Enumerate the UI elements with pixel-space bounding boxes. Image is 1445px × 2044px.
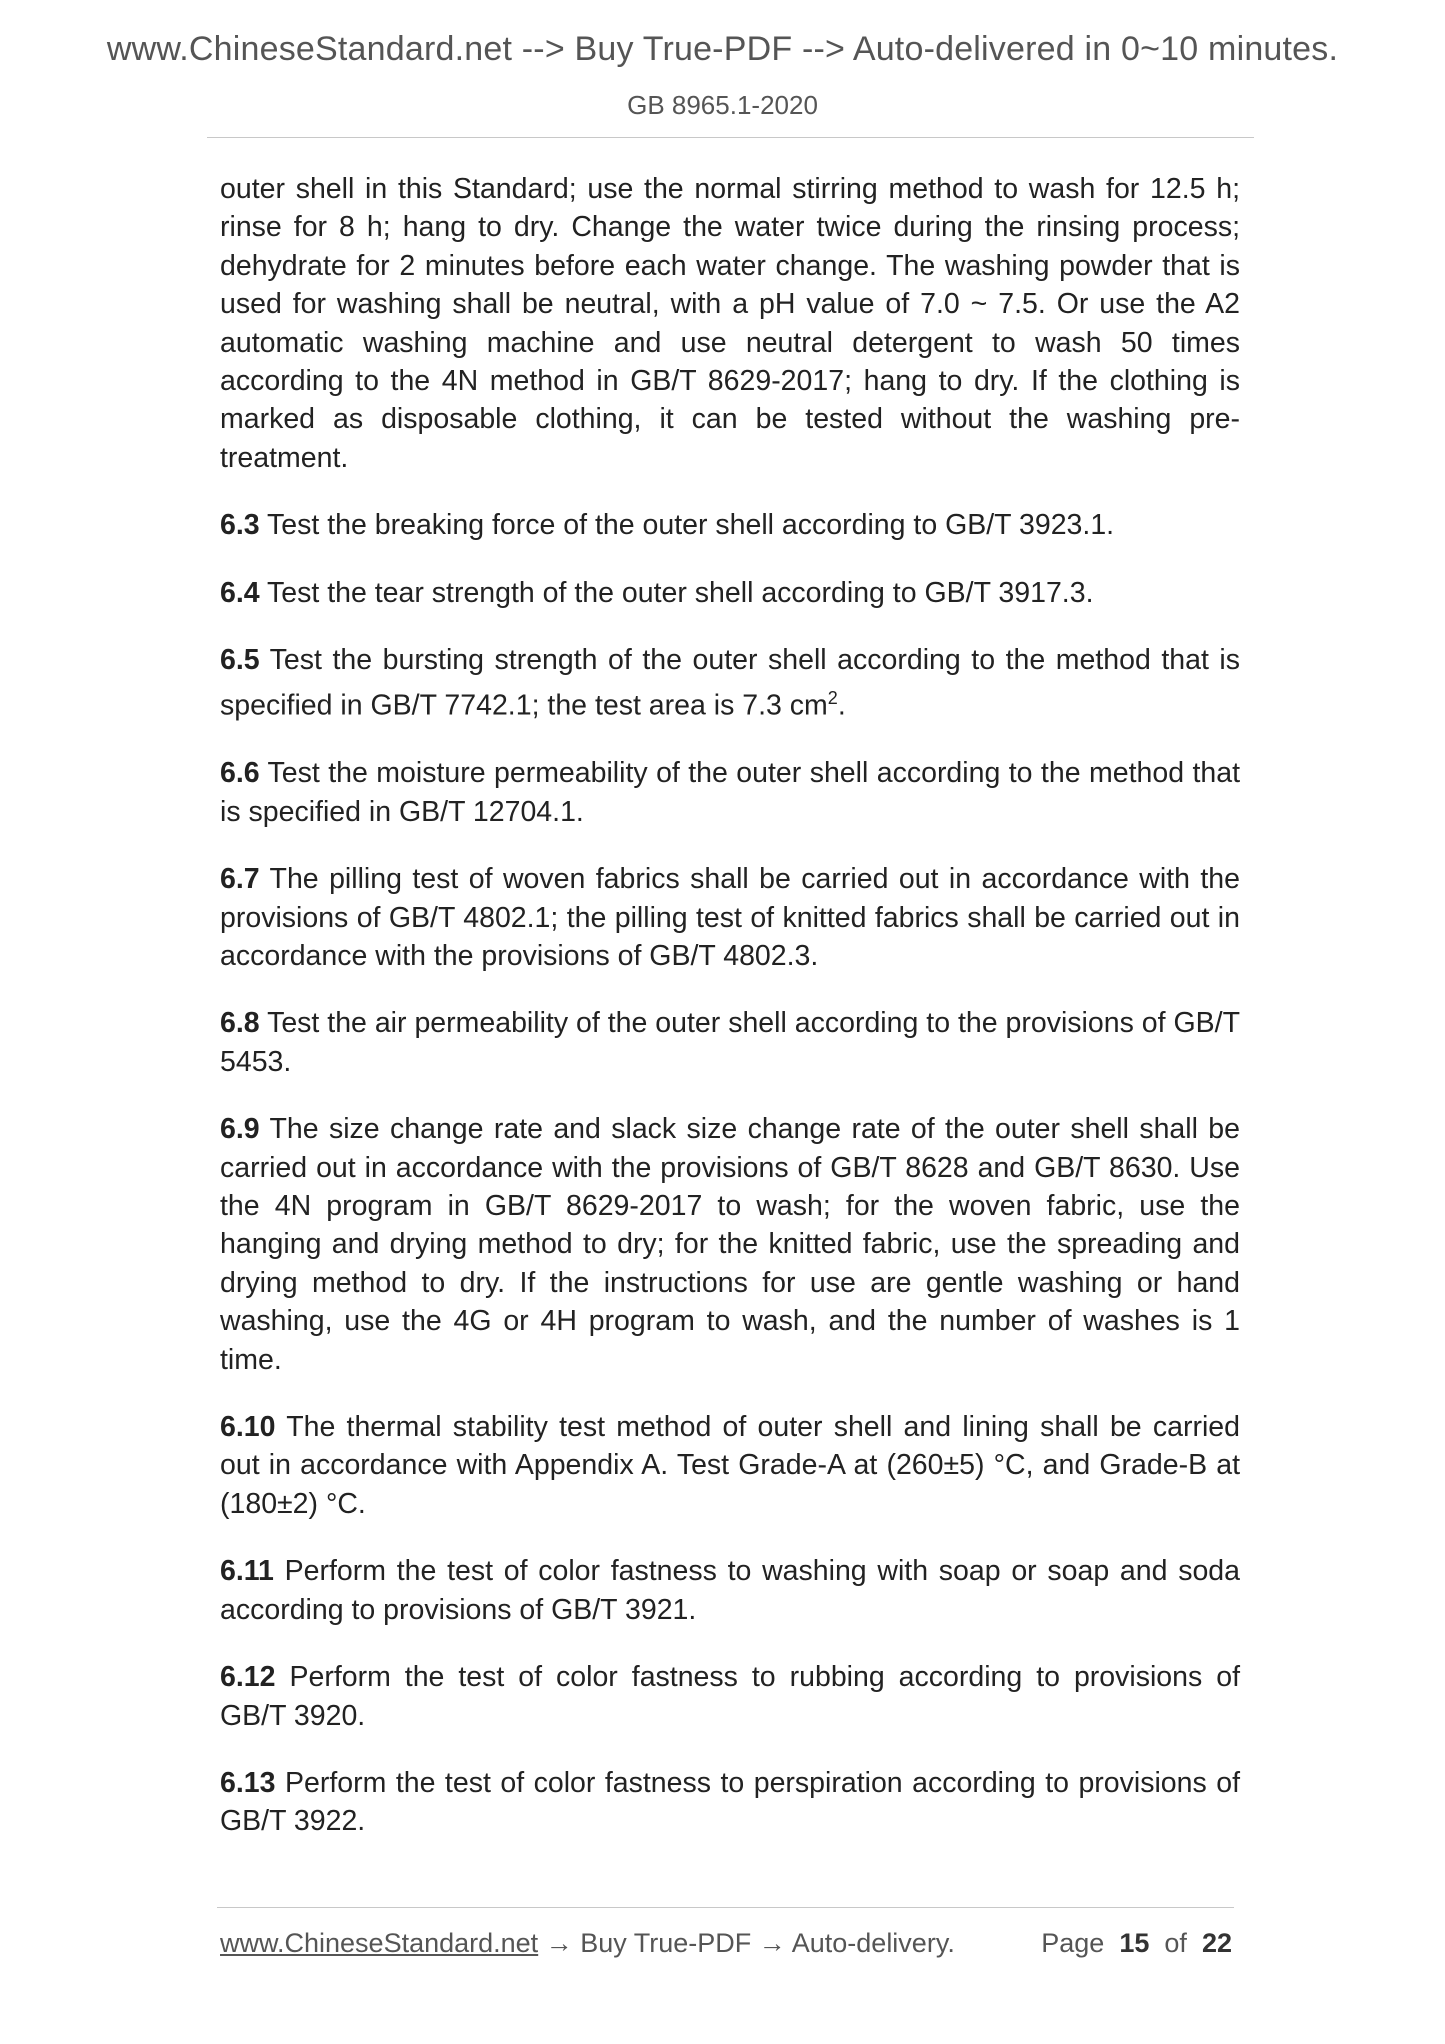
document-body (220, 170, 1240, 1870)
clause-text: Perform the test of color fastness to washing with soap or soap and soda according to provisions of GB/T 3921. (220, 1555, 1240, 1626)
clause-number: 6.7 (220, 863, 260, 896)
clause-number: 6.6 (220, 757, 260, 790)
clause-6-11 (220, 1552, 1240, 1629)
footer-divider (217, 1907, 1234, 1908)
page-label: Page (1041, 1928, 1105, 1958)
clause-number: 6.8 (220, 1007, 260, 1040)
clause-number: 6.3 (220, 509, 260, 542)
footer-left (220, 1928, 955, 1959)
clause-6-10 (220, 1408, 1240, 1523)
clause-number: 6.13 (220, 1766, 276, 1799)
clause-6-13 (220, 1764, 1240, 1841)
clause-tail: . (837, 689, 846, 722)
clause-6-3 (220, 506, 1240, 544)
clause-text: Test the air permeability of the outer shell according to the provisions of GB/T 5453. (220, 1007, 1240, 1078)
clause-number: 6.9 (220, 1113, 260, 1146)
footer-tagline: → Buy True-PDF → Auto-delivery. (538, 1928, 955, 1958)
site-link[interactable]: www.ChineseStandard.net (220, 1928, 539, 1958)
clause-text: Perform the test of color fastness to rubbing according to provisions of GB/T 3920. (220, 1661, 1241, 1732)
page-number: 15 (1119, 1928, 1150, 1958)
clause-text: Test the tear strength of the outer shell according to GB/T 3917.3. (267, 576, 1094, 609)
clause-6-4 (220, 574, 1240, 612)
clause-text: The thermal stability test method of outer shell and lining shall be carried out in accordance with Appendix A. Test Grade-A at (260±5) °C, and Grade-B at (180±2) °C. (220, 1411, 1240, 1520)
clause-6-6 (220, 754, 1240, 831)
clause-6-7 (220, 860, 1240, 975)
page-footer (220, 1920, 1232, 1960)
clause-text: Test the breaking force of the outer shell according to GB/T 3923.1. (267, 509, 1115, 542)
clause-text: The size change rate and slack size change rate of the outer shell shall be carried out in accordance with the provisions of GB/T 8628 and GB/T 8630. Use the 4N program in GB/T 8629-2017 to wash; for the woven fabric, use the hanging and drying method to dry; for the knitted fabric, use the spreading and drying method to dry. If the instructions for use are gentle washing or hand washing, use the 4G or 4H program to wash, and the number of washes is 1 time. (220, 1113, 1241, 1376)
clause-6-12 (220, 1658, 1240, 1735)
intro-paragraph: outer shell in this Standard; use the normal stirring method to wash for 12.5 h; rinse for 8 h; hang to dry. Change the water twice during the rinsing process; dehydrate for 2 minutes before each water change. The washing powder that is used for washing shall be neutral, with a pH value of 7.0 ~ 7.5. Or use the A2 automatic washing machine and use neutral detergent to wash 50 times according to the 4N method in GB/T 8629-2017; hang to dry. If the clothing is marked as disposable clothing, it can be tested without the washing pre-treatment. (220, 173, 1240, 474)
clause-number: 6.12 (220, 1661, 276, 1694)
header-divider (207, 137, 1254, 138)
clause-text: Perform the test of color fastness to perspiration according to provisions of GB/T 3922. (220, 1766, 1241, 1838)
superscript-2: 2 (827, 688, 838, 709)
clause-number: 6.11 (220, 1555, 274, 1588)
clause-6-8 (220, 1004, 1240, 1081)
clause-text: The pilling test of woven fabrics shall be carried out in accordance with the provisions of GB/T 4802.1; the pilling test of knitted fabrics shall be carried out in accordance with the provisions of GB/T 4802.3. (220, 863, 1241, 972)
clause-number: 6.10 (220, 1411, 276, 1444)
clause-text: Test the moisture permeability of the outer shell according to the method that is specified in GB/T 12704.1. (220, 757, 1241, 828)
page-indicator (1041, 1928, 1232, 1959)
clause-number: 6.5 (220, 644, 260, 677)
clause-number: 6.4 (220, 576, 260, 609)
clause-6-5 (220, 641, 1240, 725)
clause-6-9 (220, 1110, 1240, 1379)
of-label: of (1164, 1928, 1187, 1958)
page-total: 22 (1201, 1928, 1232, 1958)
clause-text: Test the bursting strength of the outer shell according to the method that is specified in GB/T 7742.1; the test area is 7.3 cm (220, 644, 1240, 722)
site-banner: www.ChineseStandard.net --> Buy True-PDF --> Auto-delivered in 0~10 minutes. (106, 30, 1339, 68)
standard-code: GB 8965.1-2020 (627, 90, 818, 120)
